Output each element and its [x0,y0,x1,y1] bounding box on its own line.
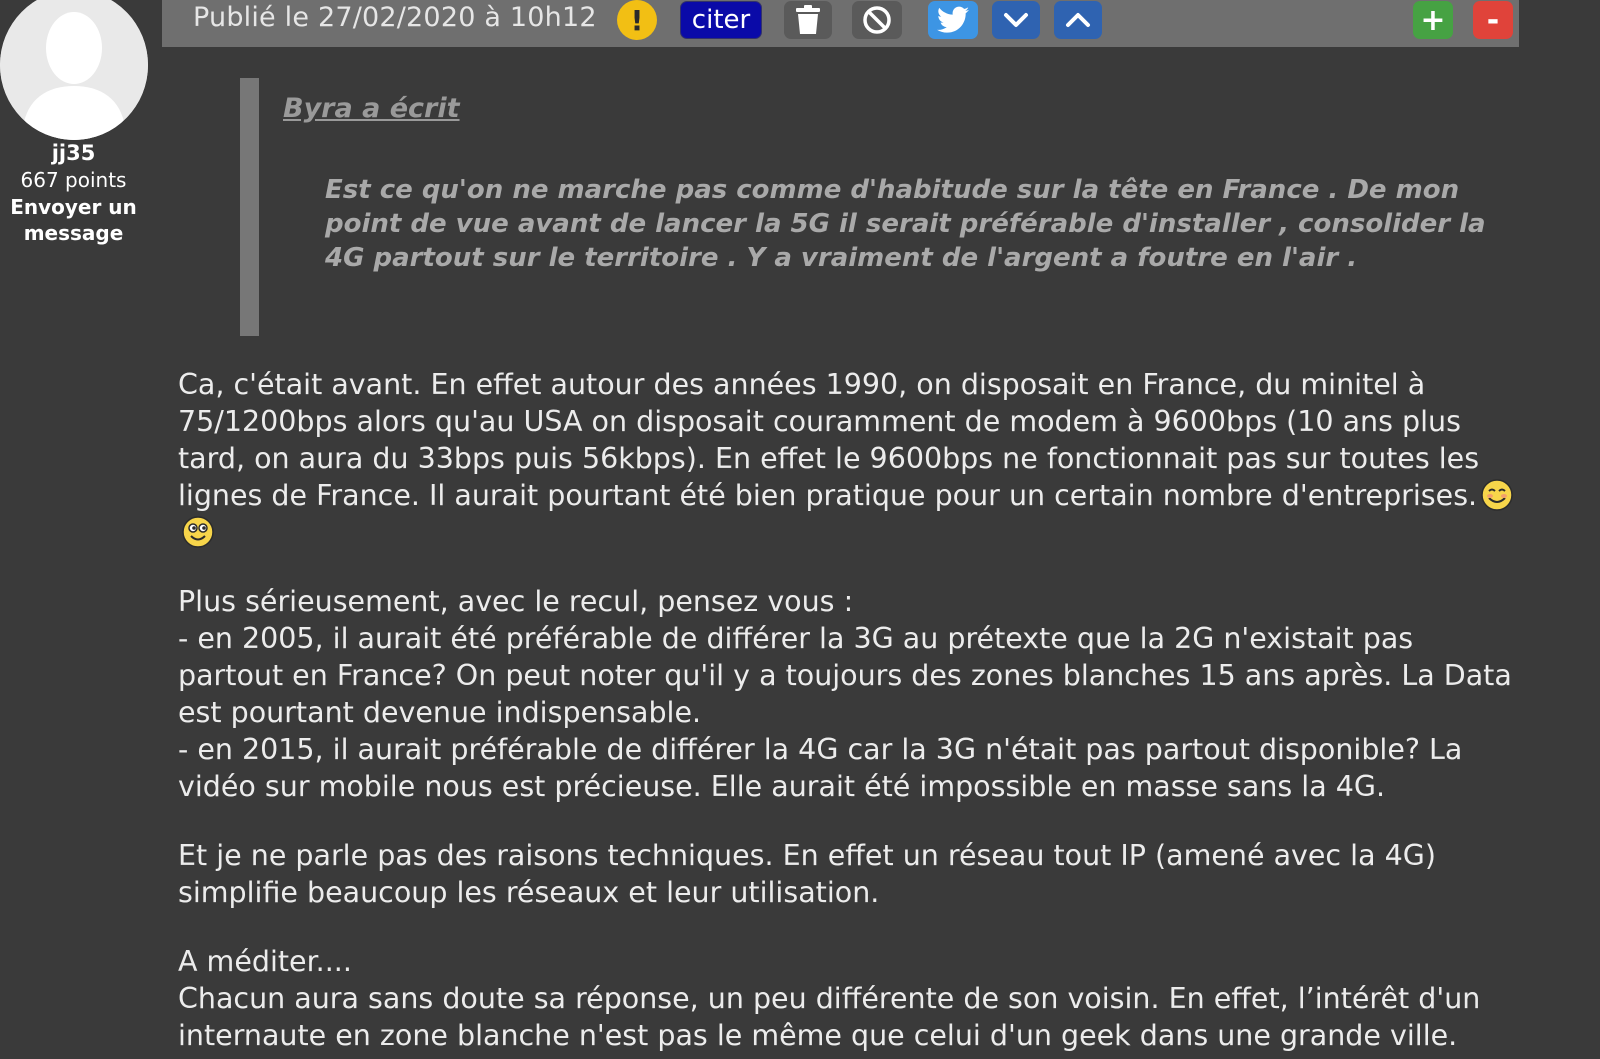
twitter-icon [937,6,969,34]
quote-author[interactable]: Byra a écrit [283,93,460,124]
publish-date: Publié le 27/02/2020 à 10h12 [193,2,597,33]
message-paragraph-text: Chacun aura sans doute sa réponse, un peu différente de son voisin. En effet, l’intérêt d'un internaute en zone blanche n'est pas le même que celui d'un geek dans une grande ville. [178,982,1481,1052]
winking-face-icon [182,516,214,548]
message-paragraph [178,366,1518,551]
chevron-up-icon [1065,11,1091,29]
upvote-button[interactable]: + [1413,1,1453,39]
user-name[interactable]: jj35 [51,141,96,165]
next-post-button[interactable] [992,1,1040,39]
block-button[interactable] [852,1,902,39]
delete-button[interactable] [784,1,832,39]
default-avatar-icon [0,0,148,140]
downvote-button[interactable]: - [1473,1,1513,39]
message-paragraph-text: Ca, c'était avant. En effet autour des années 1990, on disposait en France, du minitel à 75/1200bps alors qu'au USA on disposait couramment de modem à 9600bps (10 ans plus tard, on aura du 33bps puis 56kbps). En effet le 9600bps ne fonctionnait pas sur toutes les lignes de France. Il aurait pourtant été bien pratique pour un certain nombre d'entreprises. [178,368,1480,512]
twitter-share-button[interactable] [928,1,978,39]
message-paragraph-text: Et je ne parle pas des raisons techniques. En effet un réseau tout IP (amené avec la 4G) simplifie beaucoup les réseaux et leur utilisation. [178,839,1436,909]
trash-icon [795,5,821,35]
previous-post-button[interactable] [1054,1,1102,39]
post-header [162,0,1519,47]
warning-icon: ! [630,3,644,37]
message-list-item: - en 2005, il aurait été préférable de différer la 3G au prétexte que la 2G n'existait pas partout en France? On peut noter qu'il y a toujours des zones blanches 15 ans après. La Data est pourtant devenue indispensable. [178,622,1512,729]
quote-bar [240,78,259,336]
quote-text: Est ce qu'on ne marche pas comme d'habitude sur la tête en France . De mon point de vue avant de lancer la 5G il serait préférable d'installer , consolider la 4G partout sur le territoire . Y a vraiment de l'argent a foutre en l'air . [325,175,1486,273]
smiling-face-icon [1481,479,1513,511]
report-button[interactable] [617,0,657,40]
message-paragraph [178,583,1518,805]
block-icon [862,5,892,35]
chevron-down-icon [1003,11,1029,29]
message-paragraph-text: A méditer.... [178,945,352,978]
send-message-link[interactable]: Envoyer un message [10,195,137,245]
cite-button[interactable]: citer [680,1,762,39]
message-paragraph [178,943,1518,1054]
user-points: 667 points [20,168,127,192]
message-paragraph-text: Plus sérieusement, avec le recul, pensez vous : [178,585,854,618]
message-body [178,366,1518,1054]
message-paragraph [178,837,1518,911]
message-list-item: - en 2015, il aurait préférable de différer la 4G car la 3G n'était pas partout disponible? La vidéo sur mobile nous est précieuse. Elle aurait été impossible en masse sans la 4G. [178,733,1463,803]
avatar[interactable] [0,0,148,140]
